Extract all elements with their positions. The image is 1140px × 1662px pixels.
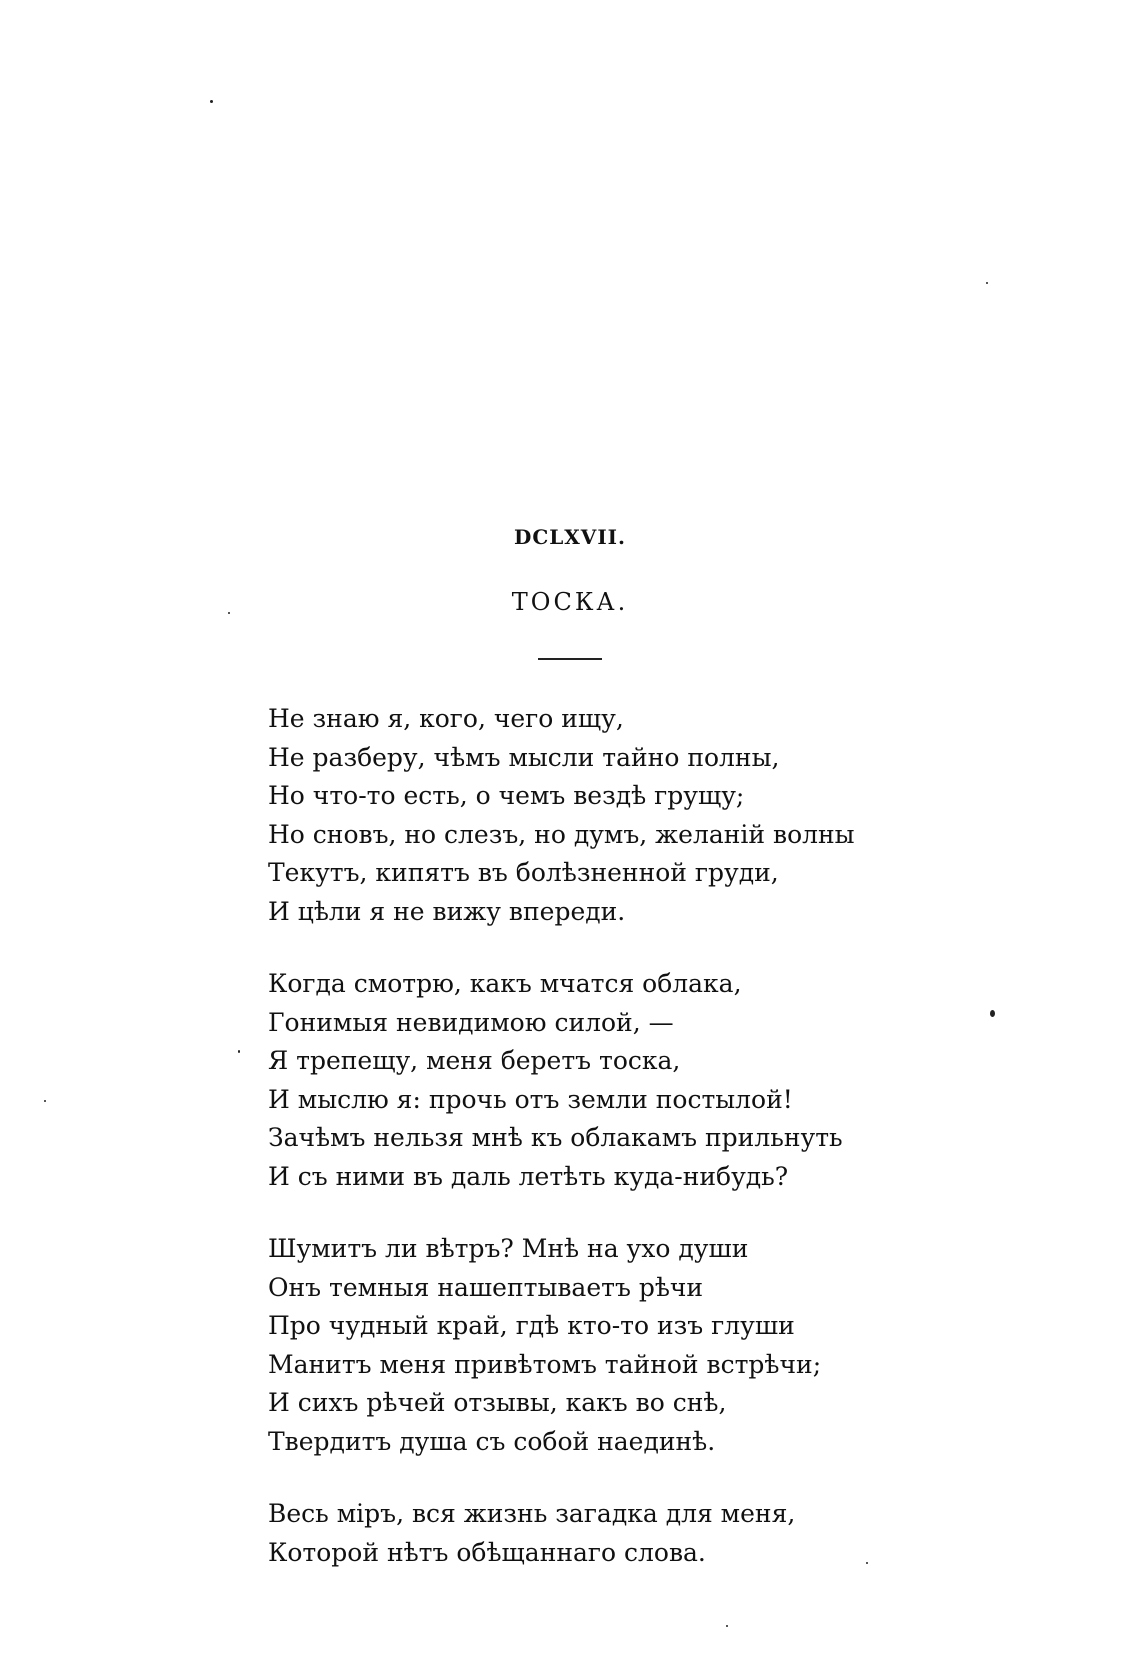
poem-line: Онъ темныя нашептываетъ рѣчи (268, 1272, 704, 1302)
poem-body (268, 700, 1028, 1606)
poem-line: Которой нѣтъ обѣщаннаго слова. (268, 1537, 706, 1567)
poem-line: И съ ними въ даль летѣть куда-нибудь? (268, 1161, 789, 1191)
poem-line: Весь міръ, вся жизнь загадка для меня, (268, 1499, 796, 1528)
stanza-3 (268, 1230, 1028, 1461)
poem-line: Зачѣмъ нельзя мнѣ къ облакамъ прильнуть (268, 1123, 843, 1152)
stanza-2 (268, 965, 1028, 1196)
scan-speck (210, 100, 213, 103)
poem-line: Но что-то есть, о чемъ вездѣ грущу; (268, 781, 745, 810)
stanza-4 (268, 1495, 1028, 1572)
poem-title: ТОСКА. (511, 588, 629, 616)
poem-line: Гонимыя невидимою силой, — (268, 1007, 674, 1037)
poem-line: Шумитъ ли вѣтръ? Мнѣ на ухо души (268, 1234, 749, 1263)
poem-line: Про чудный край, гдѣ кто-то изъ глуши (268, 1311, 795, 1340)
poem-line: Не разберу, чѣмъ мысли тайно полны, (268, 742, 780, 772)
poem-line: Не знаю я, кого, чего ищу, (268, 704, 624, 733)
poem-line: И сихъ рѣчей отзывы, какъ во снѣ, (268, 1388, 727, 1417)
scan-speck (990, 1010, 995, 1017)
poem-line: Когда смотрю, какъ мчатся облака, (268, 969, 742, 998)
scan-speck (986, 282, 988, 284)
poem-line: И мыслю я: прочь отъ земли постылой! (268, 1084, 793, 1114)
scan-speck (228, 612, 230, 614)
poem-number: DCLXVII. (513, 525, 627, 549)
stanza-1 (268, 700, 1028, 931)
poem-line: Я трепещу, меня беретъ тоска, (268, 1046, 681, 1075)
poem-line: И цѣли я не вижу впереди. (268, 896, 626, 926)
title-divider (538, 658, 602, 660)
scan-speck (866, 1562, 868, 1564)
poem-line: Но сновъ, но слезъ, но думъ, желаній волны (268, 819, 855, 849)
scan-speck (238, 1050, 240, 1053)
poem-line: Текутъ, кипятъ въ болѣзненной груди, (268, 858, 779, 887)
poem-line: Твердитъ душа съ собой наединѣ. (268, 1426, 716, 1456)
scan-speck (44, 1100, 46, 1102)
scan-speck (726, 1625, 728, 1627)
poem-line: Манитъ меня привѣтомъ тайной встрѣчи; (268, 1349, 822, 1379)
